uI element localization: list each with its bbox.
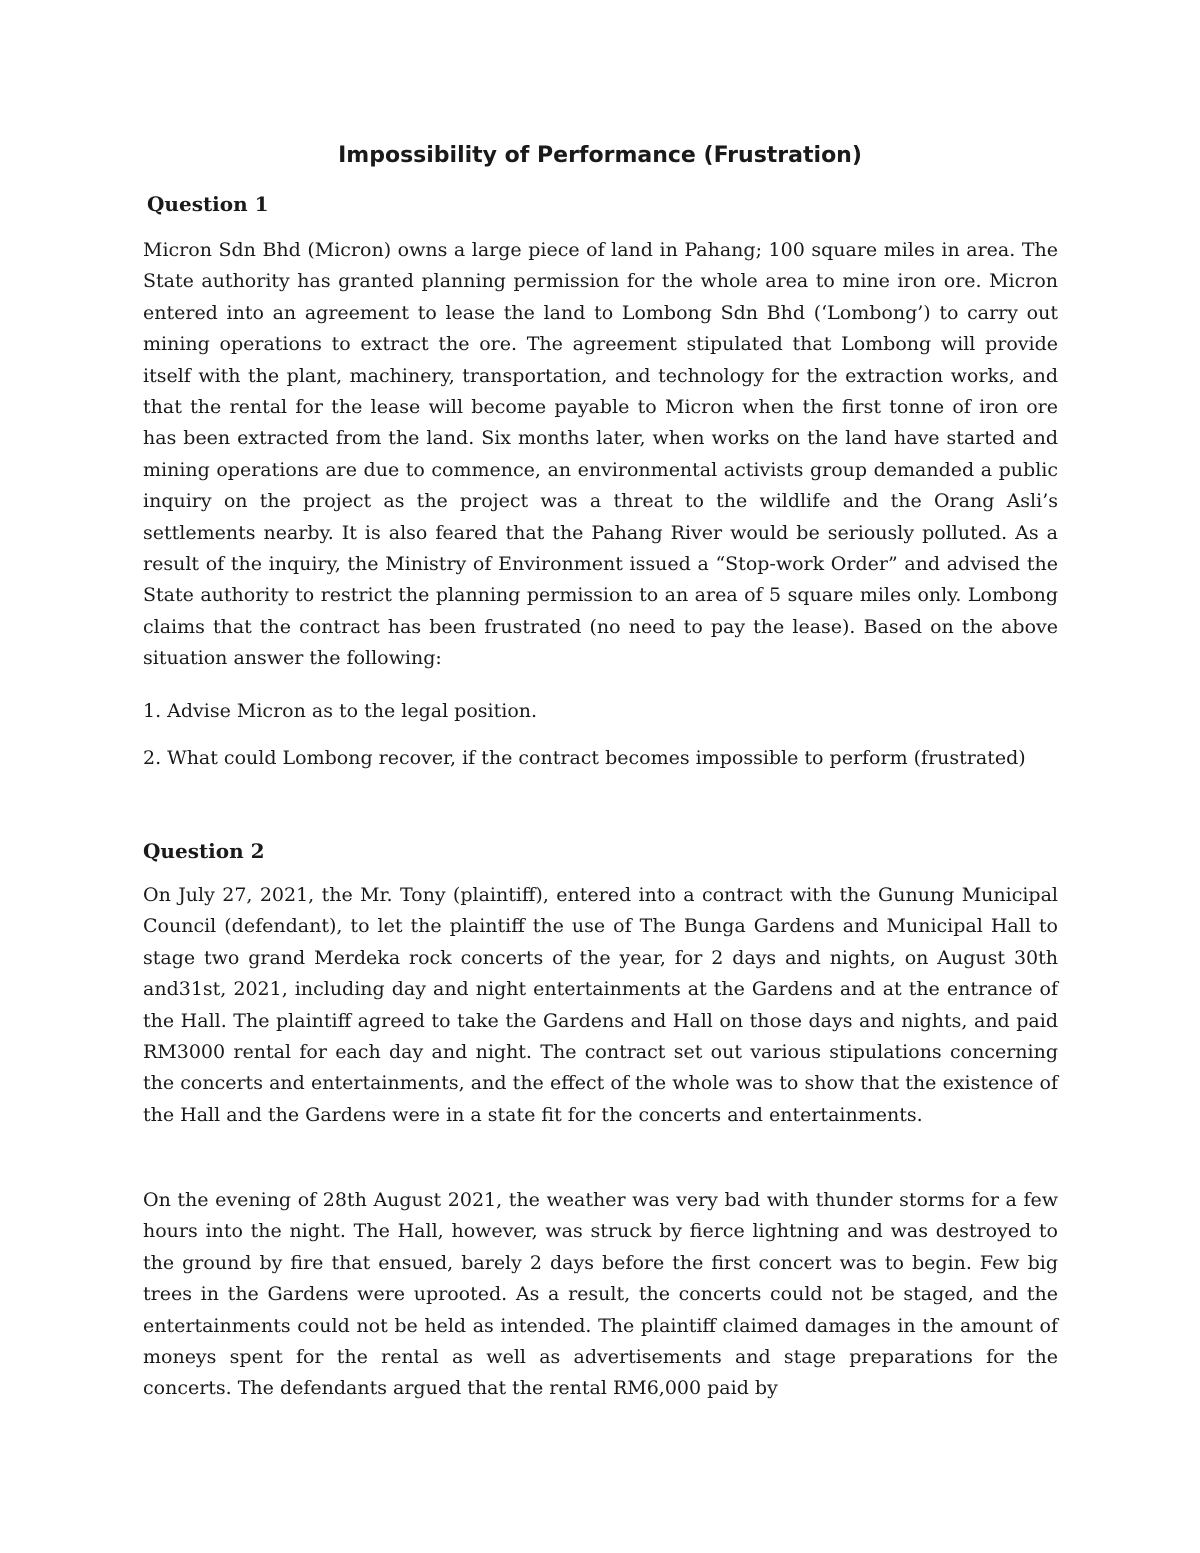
document-title: Impossibility of Performance (Frustration) [338,143,862,168]
question-1-item-1: 1. Advise Micron as to the legal position. [143,700,538,722]
question-2-paragraph-1: On July 27, 2021, the Mr. Tony (plaintiff), entered into a contract with the Gunung Municipal Council (defendant), to let the plaintiff the use of The Bunga Gardens and Municipal Hall to stage two grand Merdeka rock concerts of the year, for 2 days and nights, on August 30th and31st, 2021, including day and night entertainments at the Gardens and at the entrance of the Hall. The plaintiff agreed to take the Gardens and Hall on those days and nights, and paid RM3000 rental for each day and night. The contract set out various stipulations concerning the concerts and entertainments, and the effect of the whole was to show that the existence of the Hall and the Gardens were in a state fit for the concerts and entertainments. [143,884,1058,1126]
question-2-paragraph-2: On the evening of 28th August 2021, the weather was very bad with thunder storms for a few hours into the night. The Hall, however, was struck by fierce lightning and was destroyed to the ground by fire that ensued, barely 2 days before the first concert was to begin. Few big trees in the Gardens were uprooted. As a result, the concerts could not be staged, and the entertainments could not be held as intended. The plaintiff claimed damages in the amount of moneys spent for the rental as well as advertisements and stage preparations for the concerts. The defendants argued that the rental RM6,000 paid by [143,1189,1058,1400]
question-1-body: Micron Sdn Bhd (Micron) owns a large piece of land in Pahang; 100 square miles in area. The State authority has granted planning permission for the whole area to mine iron ore. Micron entered into an agreement to lease the land to Lombong Sdn Bhd (‘Lombong’) to carry out mining operations to extract the ore. The agreement stipulated that Lombong will provide itself with the plant, machinery, transportation, and technology for the extraction works, and that the rental for the lease will become payable to Micron when the first tonne of iron ore has been extracted from the land. Six months later, when works on the land have started and mining operations are due to commence, an environmental activists group demanded a public inquiry on the project as the project was a threat to the wildlife and the Orang Asli’s settlements nearby. It is also feared that the Pahang River would be seriously polluted. As a result of the inquiry, the Ministry of Environment issued a “Stop-work Order” and advised the State authority to restrict the planning permission to an area of 5 square miles only. Lombong claims that the contract has been frustrated (no need to pay the lease). Based on the above situation answer the following: [143,239,1058,670]
question-2-heading: Question 2 [143,839,265,863]
question-1-heading: Question 1 [147,192,269,216]
question-1-item-2: 2. What could Lombong recover, if the contract becomes impossible to perform (frustrated) [143,747,1026,769]
